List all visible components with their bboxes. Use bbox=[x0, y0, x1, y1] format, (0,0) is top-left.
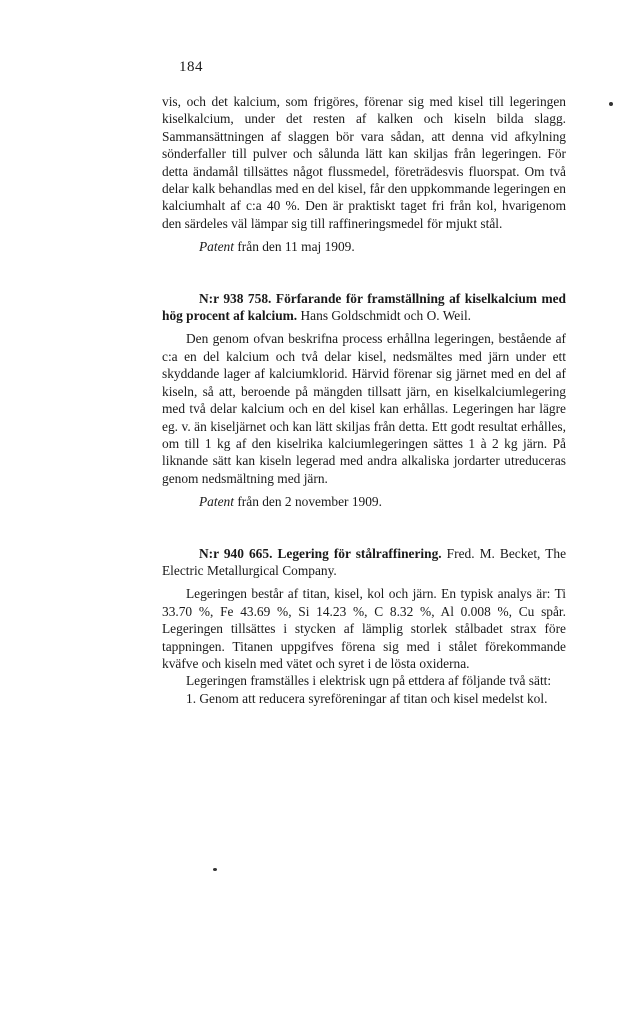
entry1-body: Den genom ofvan beskrifna process erhållna legeringen, bestående af c:a en del kalcium och två delar kisel, nedsmältes med järn under ett skyddande lager af kalciumklorid. Härvid förenar sig järnet med en del af kiseln, så att, beroende på mängden tillsatt järn, en kiselkalciumlegering med två delar kalcium och en del kisel kan erhållas. Legeringen har lägre eg. v. än kiseljärnet och kan lätt skiljas från detta. Ett godt resultat erhålles, om till 1 kg af den kiselrika kalciumlegeringen sättes 1 à 2 kg järn. På liknande sätt kan kiseln legerad med andra alkaliska jordarter utreduceras genom nedsmältning med järn. bbox=[162, 331, 566, 486]
entry2-heading bbox=[162, 545, 566, 580]
entry2-title: Legering för stålraffinering. bbox=[277, 545, 442, 561]
entry1-heading bbox=[162, 290, 566, 325]
section-gap bbox=[162, 256, 566, 290]
entry1-patent-date: från den 2 november 1909. bbox=[237, 494, 382, 510]
intro-patent-date: från den 11 maj 1909. bbox=[237, 239, 355, 255]
page-number: 184 bbox=[179, 59, 203, 75]
entry2-authors: Fred. M. Becket, The Electric Metallurgical Company. bbox=[162, 545, 567, 578]
entry1-authors: Hans Goldschmidt och O. Weil. bbox=[300, 308, 472, 324]
intro-patent-label: Patent bbox=[199, 239, 234, 255]
text-column bbox=[162, 93, 566, 707]
entry2-number: N:r 940 665. bbox=[199, 545, 273, 561]
bottom-margin-mark bbox=[213, 868, 217, 871]
entry2-body-3: 1. Genom att reducera syreföreningar af titan och kisel medelst kol. bbox=[186, 690, 548, 706]
right-margin-mark bbox=[609, 102, 613, 106]
intro-paragraph: vis, och det kalcium, som frigöres, förenar sig med kisel till legeringen kiselkalcium, under det resten af kalken och kiseln bilda slagg. Sammansättningen af slaggen bör vara sådan, att denna vid afkylning sönderfaller till pulver och sålunda lätt kan skiljas från legeringen. För detta ändamål tillsättes något flussmedel, företrädesvis fluorspat. Om två delar kalk behandlas med en del kisel, får den uppkommande legeringen en kalciumhalt af c:a 40 %. Den är praktiskt taget fri från kol, hvarigenom den särdeles väl lämpar sig till raffineringsmedel för mjukt stål. bbox=[162, 94, 566, 231]
entry2-body-1: Legeringen består af titan, kisel, kol och järn. En typisk analys är: Ti 33.70 %, Fe 43.69 %, Si 14.23 %, C 8.32 %, Al 0.008 %, Cu spår. Legeringen tillsättes i stycken af lämplig storlek stålbadet strax före tappningen. Titanen uppgifves förena sig med i stålet förekommande kväfve och kiseln med vätet och syret i de lösta oxiderna. bbox=[162, 586, 566, 671]
section-gap bbox=[162, 511, 566, 545]
entry1-patent-line bbox=[162, 493, 566, 510]
entry1-patent-label: Patent bbox=[199, 494, 234, 510]
entry1-number: N:r 938 758. bbox=[199, 290, 272, 306]
intro-patent-line bbox=[162, 238, 566, 255]
entry2-body-2: Legeringen framställes i elektrisk ugn på ettdera af följande två sätt: bbox=[186, 673, 552, 689]
entry1-title: Förfarande för framställning af kiselkalcium med hög procent af kalcium. bbox=[162, 290, 566, 324]
